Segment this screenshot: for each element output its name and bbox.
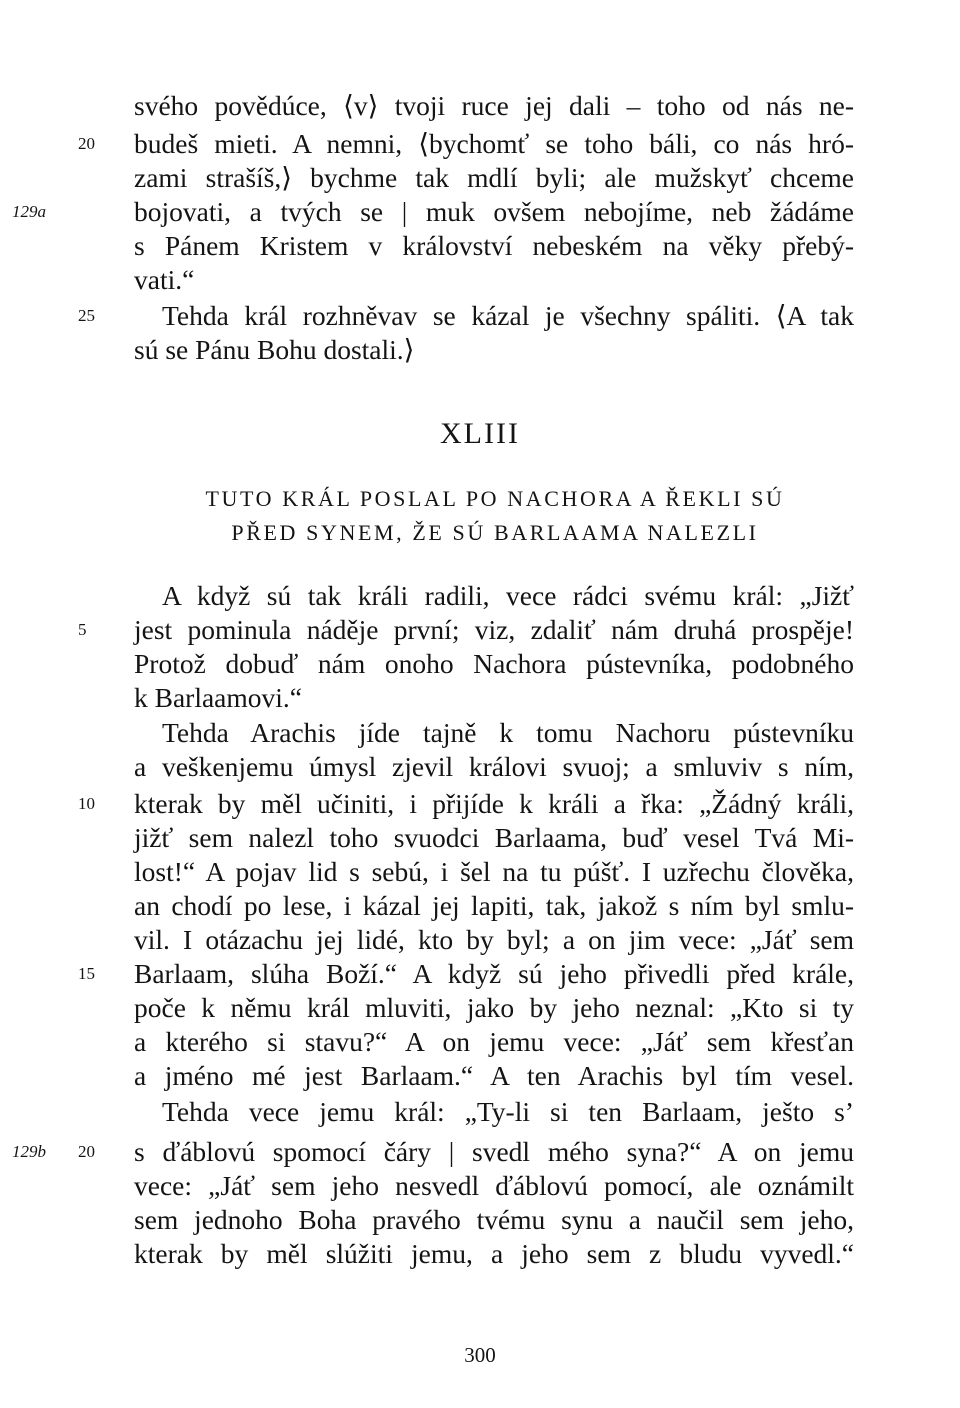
text-line: budeš mieti. A nemni, ⟨bychomť se toho báli, co nás hró- xyxy=(134,128,854,159)
text-line: vece: „Jáť sem jeho nesvedl ďáblovú pomocí, ale oznámilt xyxy=(134,1170,854,1201)
text-line: vati.“ xyxy=(134,264,195,295)
text-line: jest pominula náděje první; viz, zdaliť nám druhá prospěje! xyxy=(134,614,854,645)
line-number: 10 xyxy=(78,794,95,813)
chapter-title-line-1: TUTO KRÁL POSLAL PO NACHORA A ŘEKLI SÚ xyxy=(205,486,785,511)
text-line: sú se Pánu Bohu dostali.⟩ xyxy=(134,334,415,365)
text-line: k Barlaamovi.“ xyxy=(134,682,302,713)
line-number: 5 xyxy=(78,620,87,639)
text-line: A když sú tak králi radili, vece rádci svému král: „Jižť xyxy=(162,580,854,611)
folio-marker: 129a xyxy=(12,202,46,221)
text-line: Tehda Arachis jíde tajně k tomu Nachoru pústevníku xyxy=(162,717,854,748)
text-line: a veškenjemu úmysl zjevil královi svuoj; a smluviv s ním, xyxy=(134,751,854,782)
line-number: 20 xyxy=(78,134,95,153)
chapter-title-line-2: PŘED SYNEM, ŽE SÚ BARLAAMA NALEZLI xyxy=(231,520,759,545)
folio-marker: 129b xyxy=(12,1142,46,1161)
page-number: 300 xyxy=(464,1343,496,1367)
text-line: s Pánem Kristem v království nebeském na věky přebý- xyxy=(134,230,854,261)
text-line: lost!“ A pojav lid s sebú, i šel na tu púšť. I uzřechu člověka, xyxy=(134,856,854,887)
text-line: an chodí po lese, i kázal jej lapiti, tak, jakož s ním byl smlu- xyxy=(134,890,854,921)
line-number: 25 xyxy=(78,306,95,325)
text-line: kterak by měl slúžiti jemu, a jeho sem z bludu vyvedl.“ xyxy=(134,1238,854,1269)
text-line: Tehda vece jemu král: „Ty-li si ten Barlaam, ješto s’ xyxy=(162,1096,854,1127)
text-line: zami strašíš,⟩ bychme tak mdlí byli; ale mužskyť chceme xyxy=(134,162,854,193)
text-line: Protož dobuď nám onoho Nachora pústevníka, podobného xyxy=(134,648,854,679)
chapter-number: XLIII xyxy=(440,417,520,450)
text-line: Barlaam, slúha Boží.“ A když sú jeho přivedli před krále, xyxy=(134,958,854,989)
line-number: 15 xyxy=(78,964,95,983)
text-line: bojovati, a tvých se | muk ovšem nebojíme, neb žádáme xyxy=(134,196,854,227)
line-number: 20 xyxy=(78,1142,95,1161)
text-line: sem jednoho Boha pravého tvému synu a naučil sem jeho, xyxy=(134,1204,854,1235)
text-line: poče k němu král mluviti, jako by jeho neznal: „Kto si ty xyxy=(134,992,854,1023)
text-line: Tehda král rozhněvav se kázal je všechny spáliti. ⟨A tak xyxy=(162,300,854,331)
text-line: jižť sem nalezl toho svuodci Barlaama, buď vesel Tvá Mi- xyxy=(134,822,854,853)
text-line: svého povědúce, ⟨v⟩ tvoji ruce jej dali – toho od nás ne- xyxy=(134,90,854,121)
text-line: vil. I otázachu jej lidé, kto by byl; a on jim vece: „Jáť sem xyxy=(134,924,854,955)
text-line: s ďáblovú spomocí čáry | svedl mého syna?“ A on jemu xyxy=(134,1136,854,1167)
text-line: a kterého si stavu?“ A on jemu vece: „Jáť sem křesťan xyxy=(134,1026,854,1057)
text-line: a jméno mé jest Barlaam.“ A ten Arachis byl tím vesel. xyxy=(134,1060,854,1091)
text-line: kterak by měl učiniti, i přijíde k králi a řka: „Žádný králi, xyxy=(134,788,854,819)
